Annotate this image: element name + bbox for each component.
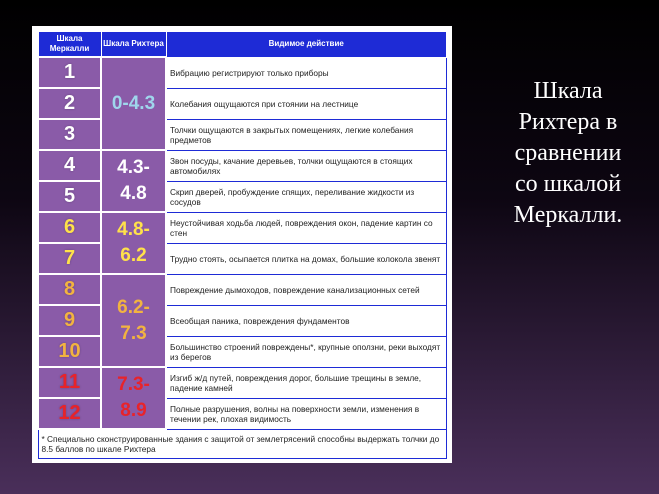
effect-description: Изгиб ж/д путей, повреждения дорог, большие трещины в земле, падение камней [166, 367, 447, 398]
mercalli-value: 3 [38, 119, 101, 150]
effect-description: Полные разрушения, волны на поверхности земли, изменения в течении рек, плохая видимость [166, 398, 447, 429]
comparison-table-panel [32, 26, 452, 463]
caption-line: сравнении [514, 140, 622, 166]
footnote-text: * Специально сконструированные здания с защитой от землетрясений способны выдержать толчки до 8.5 баллов по шкале Рихтера [38, 429, 447, 459]
footnote-row [38, 429, 447, 459]
effect-description: Скрип дверей, пробуждение спящих, переливание жидкости из сосудов [166, 181, 447, 212]
effect-description: Большинство строений повреждены*, крупные оползни, реки выходят из берегов [166, 336, 447, 367]
mercalli-value: 10 [38, 336, 101, 367]
mercalli-value: 5 [38, 181, 101, 212]
effect-description: Толчки ощущаются в закрытых помещениях, легкие колебания предметов [166, 119, 447, 150]
richter-range: 0-4.3 [101, 57, 166, 150]
header-mercalli: Шкала Меркалли [38, 32, 101, 58]
table-row [38, 274, 447, 305]
table-row [38, 336, 447, 367]
table-header-row [38, 32, 447, 58]
slide-caption [488, 76, 648, 231]
mercalli-value: 11 [38, 367, 101, 398]
mercalli-value: 12 [38, 398, 101, 429]
richter-range: 6.2- 7.3 [101, 274, 166, 367]
richter-range: 7.3- 8.9 [101, 367, 166, 429]
table-body [38, 57, 447, 459]
mercalli-value: 4 [38, 150, 101, 181]
table-row [38, 367, 447, 398]
mercalli-value: 1 [38, 57, 101, 88]
table-row [38, 88, 447, 119]
mercalli-value: 9 [38, 305, 101, 336]
richter-range: 4.3- 4.8 [101, 150, 166, 212]
table-row [38, 305, 447, 336]
table-row [38, 181, 447, 212]
caption-line: Меркалли. [513, 202, 623, 228]
effect-description: Вибрацию регистрируют только приборы [166, 57, 447, 88]
effect-description: Звон посуды, качание деревьев, толчки ощущаются в стоящих автомобилях [166, 150, 447, 181]
effect-description: Всеобщая паника, повреждения фундаментов [166, 305, 447, 336]
table-row [38, 212, 447, 243]
header-effect: Видимое действие [166, 32, 447, 58]
table-row [38, 243, 447, 274]
mercalli-value: 6 [38, 212, 101, 243]
mercalli-value: 7 [38, 243, 101, 274]
table-row [38, 57, 447, 88]
effect-description: Неустойчивая ходьба людей, повреждения окон, падение картин со стен [166, 212, 447, 243]
table-row [38, 150, 447, 181]
table-row [38, 398, 447, 429]
scale-comparison-table [37, 31, 447, 459]
caption-line: Рихтера в [518, 109, 618, 135]
effect-description: Трудно стоять, осыпается плитка на домах, большие колокола звенят [166, 243, 447, 274]
effect-description: Повреждение дымоходов, повреждение канализационных сетей [166, 274, 447, 305]
caption-line: Шкала [533, 78, 603, 104]
richter-range: 4.8- 6.2 [101, 212, 166, 274]
table-row [38, 119, 447, 150]
mercalli-value: 2 [38, 88, 101, 119]
header-richter: Шкала Рихтера [101, 32, 166, 58]
mercalli-value: 8 [38, 274, 101, 305]
caption-line: со шкалой [514, 171, 622, 197]
effect-description: Колебания ощущаются при стоянии на лестнице [166, 88, 447, 119]
